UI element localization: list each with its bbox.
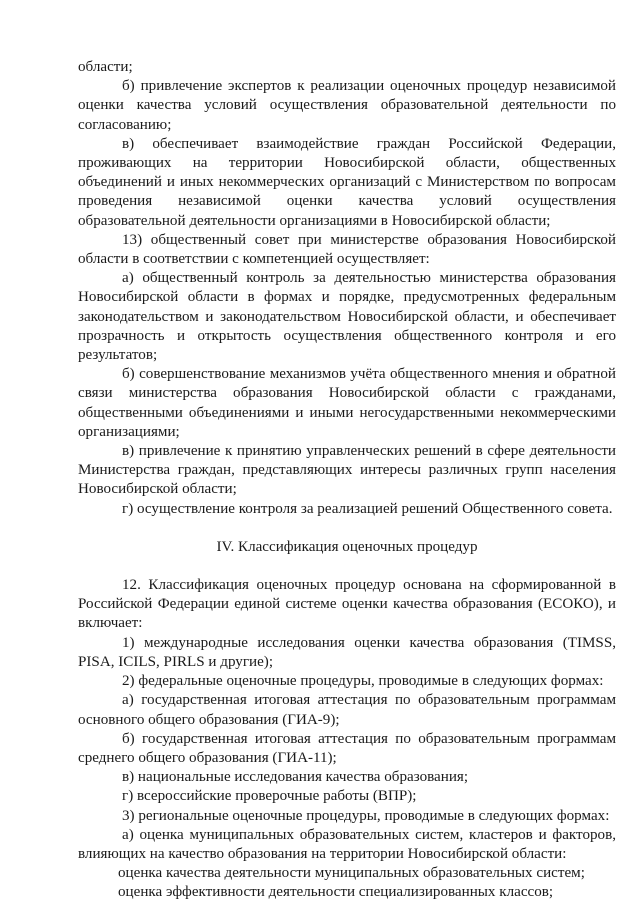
- list-item: б) государственная итоговая аттестация по образовательным программам среднего общего образования (ГИА-11);: [78, 730, 616, 766]
- document-page: [78, 58, 616, 903]
- sub-list-item: оценка качества деятельности муниципальных образовательных систем;: [118, 865, 585, 882]
- list-item: 3) региональные оценочные процедуры, проводимые в следующих формах:: [122, 807, 610, 824]
- paragraph: б) привлечение экспертов к реализации оценочных процедур независимой оценки качества условий осуществления образовательной деятельности по согласованию;: [78, 78, 616, 133]
- paragraph: области;: [78, 59, 133, 75]
- paragraph: 12. Классификация оценочных процедур основана на сформированной в Российской Федерации единой системе оценки качества образования (ЕСОКО), и включает:: [78, 577, 616, 632]
- paragraph: г) осуществление контроля за реализацией решений Общественного совета.: [122, 500, 613, 517]
- list-item: 1) международные исследования оценки качества образования (TIMSS, PISA, ICILS, PIRLS и другие);: [78, 634, 616, 670]
- paragraph: б) совершенствование механизмов учёта общественного мнения и обратной связи министерства образования Новосибирской области с гражданами, общественными объединениями и иными негосударственными некоммерческими организациями;: [78, 366, 616, 440]
- section-heading: IV. Классификация оценочных процедур: [216, 538, 478, 555]
- paragraph: в) привлечение к принятию управленческих решений в сфере деятельности Министерства граждан, представляющих интересы различных групп населения Новосибирской области;: [78, 443, 616, 498]
- list-item: 2) федеральные оценочные процедуры, проводимые в следующих формах:: [122, 673, 604, 690]
- list-item: в) национальные исследования качества образования;: [122, 769, 469, 786]
- sub-list-item: оценка эффективности деятельности специализированных классов;: [118, 884, 554, 901]
- paragraph: в) обеспечивает взаимодействие граждан Российской Федерации, проживающих на территории Новосибирской области, общественных объединений и иных некоммерческих организаций с Министерством по вопросам проведения независимой оценки качества условий осуществления образовательной деятельности организациями в Новосибирской области;: [78, 135, 616, 229]
- paragraph: 13) общественный совет при министерстве образования Новосибирской области в соответствии с компетенцией осуществляет:: [78, 231, 616, 268]
- paragraph: а) общественный контроль за деятельностью министерства образования Новосибирской области в формах и порядке, предусмотренных федеральным законодательством и законодательством Новосибирской области, и обеспечивает прозрачность и открытость осуществления общественного контроля и его результатов;: [78, 270, 616, 364]
- list-item: г) всероссийские проверочные работы (ВПР);: [122, 788, 417, 805]
- list-item: а) оценка муниципальных образовательных систем, кластеров и факторов, влияющих на качество образования на территории Новосибирской области:: [78, 826, 616, 862]
- list-item: а) государственная итоговая аттестация по образовательным программам основного общего образования (ГИА-9);: [78, 692, 616, 728]
